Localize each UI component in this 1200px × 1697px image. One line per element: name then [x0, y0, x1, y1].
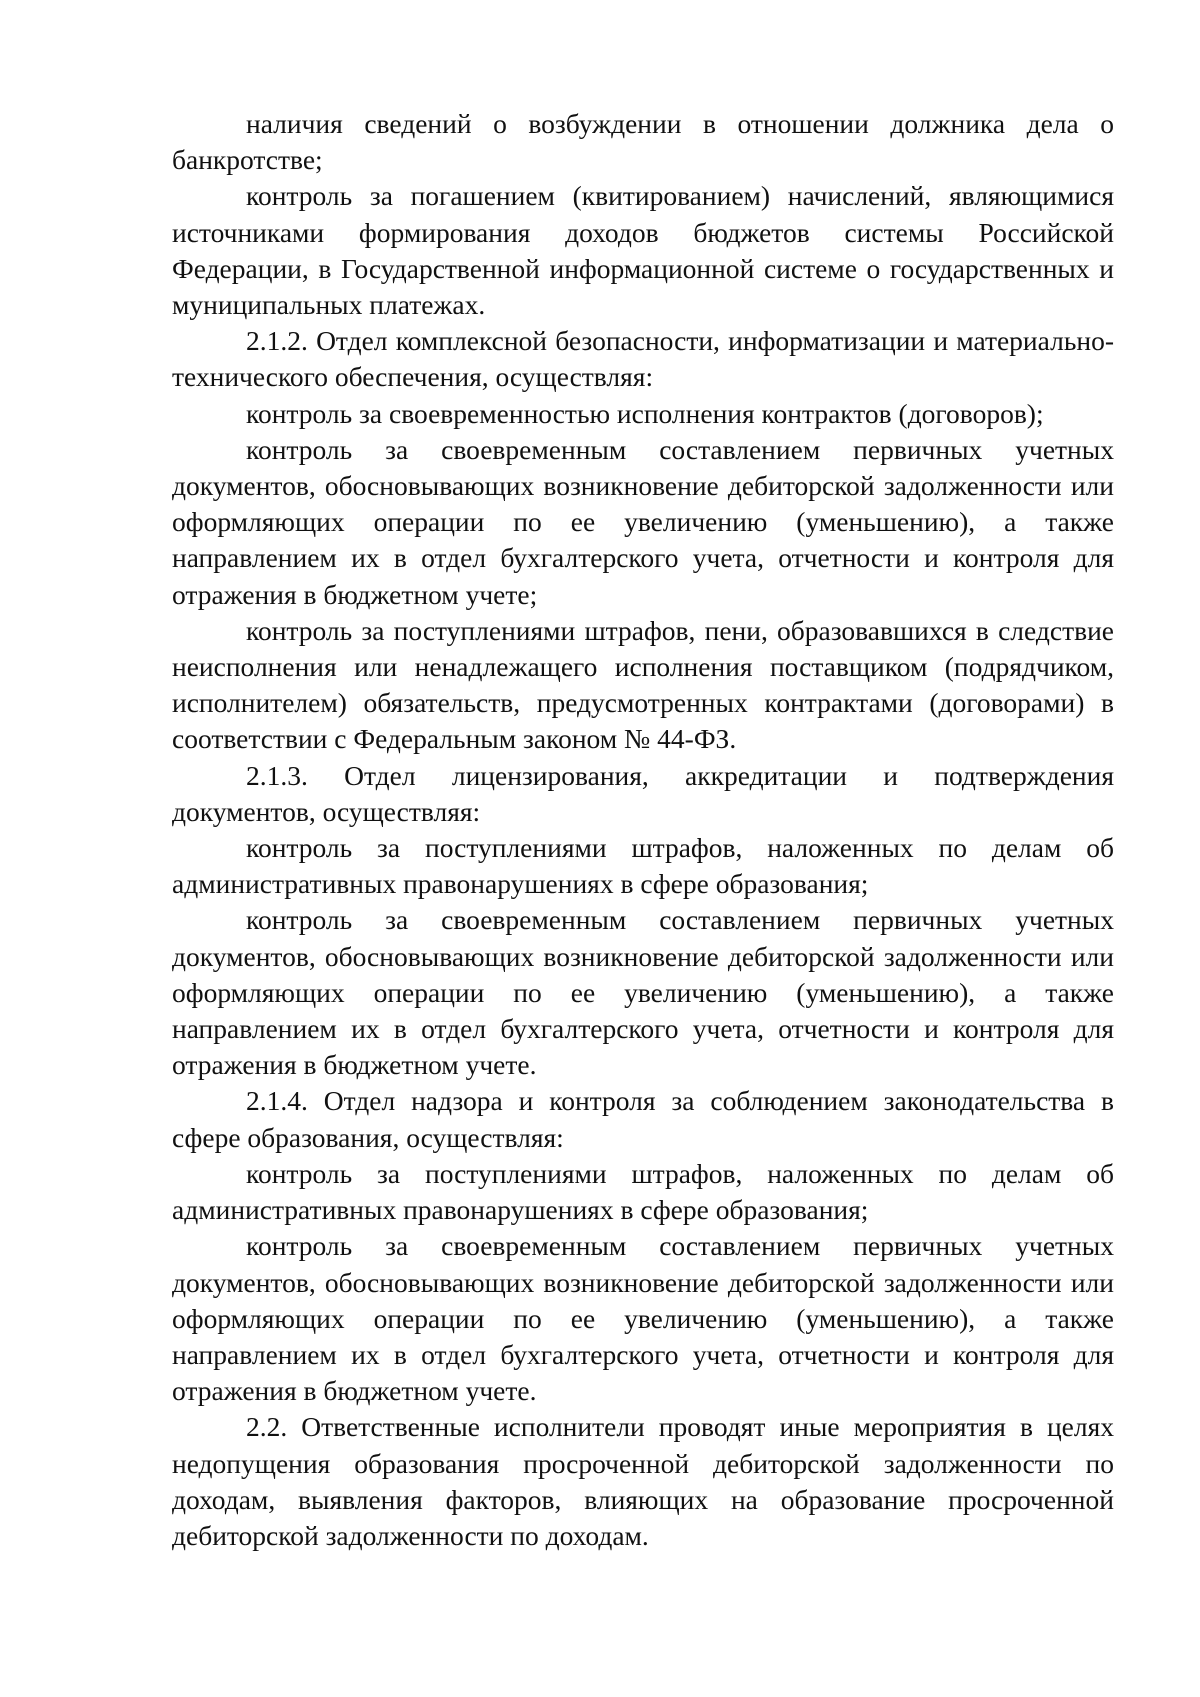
- section-2-1-2-heading: 2.1.2. Отдел комплексной безопасности, информатизации и материально-технического обеспечения, осуществляя:: [172, 325, 1114, 393]
- paragraph-contract-control: контроль за своевременностью исполнения контрактов (договоров);: [246, 397, 1044, 429]
- paragraph-administrative-fines: контроль за поступлениями штрафов, наложенных по делам об административных правонарушениях в сфере образования;: [172, 1157, 1114, 1226]
- paragraph-bankruptcy: наличия сведений о возбуждении в отношении должника дела о банкротстве;: [172, 108, 1114, 176]
- paragraph-fines-penalties: контроль за поступлениями штрафов, пени, образовавшихся в следствие неисполнения или ненадлежащего исполнения поставщиком (подрядчиком, исполнителем) обязательств, предусмотренных контрактами (договорами) в соответствии с Федеральным законом № 44-ФЗ.: [172, 614, 1114, 755]
- paragraph-primary-documents: контроль за своевременным составлением первичных учетных документов, обосновывающих возникновение дебиторской задолженности или оформляющих операции по ее увеличению (уменьшению), а также направлением их в отдел бухгалтерского учета, отчетности и контроля для отражения в бюджетном учете.: [172, 1230, 1114, 1407]
- paragraph-primary-documents: контроль за своевременным составлением первичных учетных документов, обосновывающих возникновение дебиторской задолженности или оформляющих операции по ее увеличению (уменьшению), а также направлением их в отдел бухгалтерского учета, отчетности и контроля для отражения в бюджетном учете;: [172, 433, 1114, 610]
- paragraph-primary-documents: контроль за своевременным составлением первичных учетных документов, обосновывающих возникновение дебиторской задолженности или оформляющих операции по ее увеличению (уменьшению), а также направлением их в отдел бухгалтерского учета, отчетности и контроля для отражения в бюджетном учете.: [172, 904, 1114, 1081]
- paragraph-payment-control: контроль за погашением (квитированием) начислений, являющимися источниками формирования доходов бюджетов системы Российской Федерации, в Государственной информационной системе о государственных и муниципальных платежах.: [172, 180, 1114, 321]
- section-2-1-4-heading: 2.1.4. Отдел надзора и контроля за соблюдением законодательства в сфере образования, осуществляя:: [172, 1085, 1114, 1153]
- document-page: [172, 106, 1114, 1554]
- paragraph-administrative-fines: контроль за поступлениями штрафов, наложенных по делам об административных правонарушениях в сфере образования;: [172, 832, 1114, 900]
- section-2-2-paragraph: 2.2. Ответственные исполнители проводят иные мероприятия в целях недопущения образования просроченной дебиторской задолженности по доходам, выявления факторов, влияющих на образование просроченной дебиторской задолженности по доходам.: [172, 1411, 1114, 1551]
- section-2-1-3-heading: 2.1.3. Отдел лицензирования, аккредитации и подтверждения документов, осуществляя:: [172, 759, 1114, 827]
